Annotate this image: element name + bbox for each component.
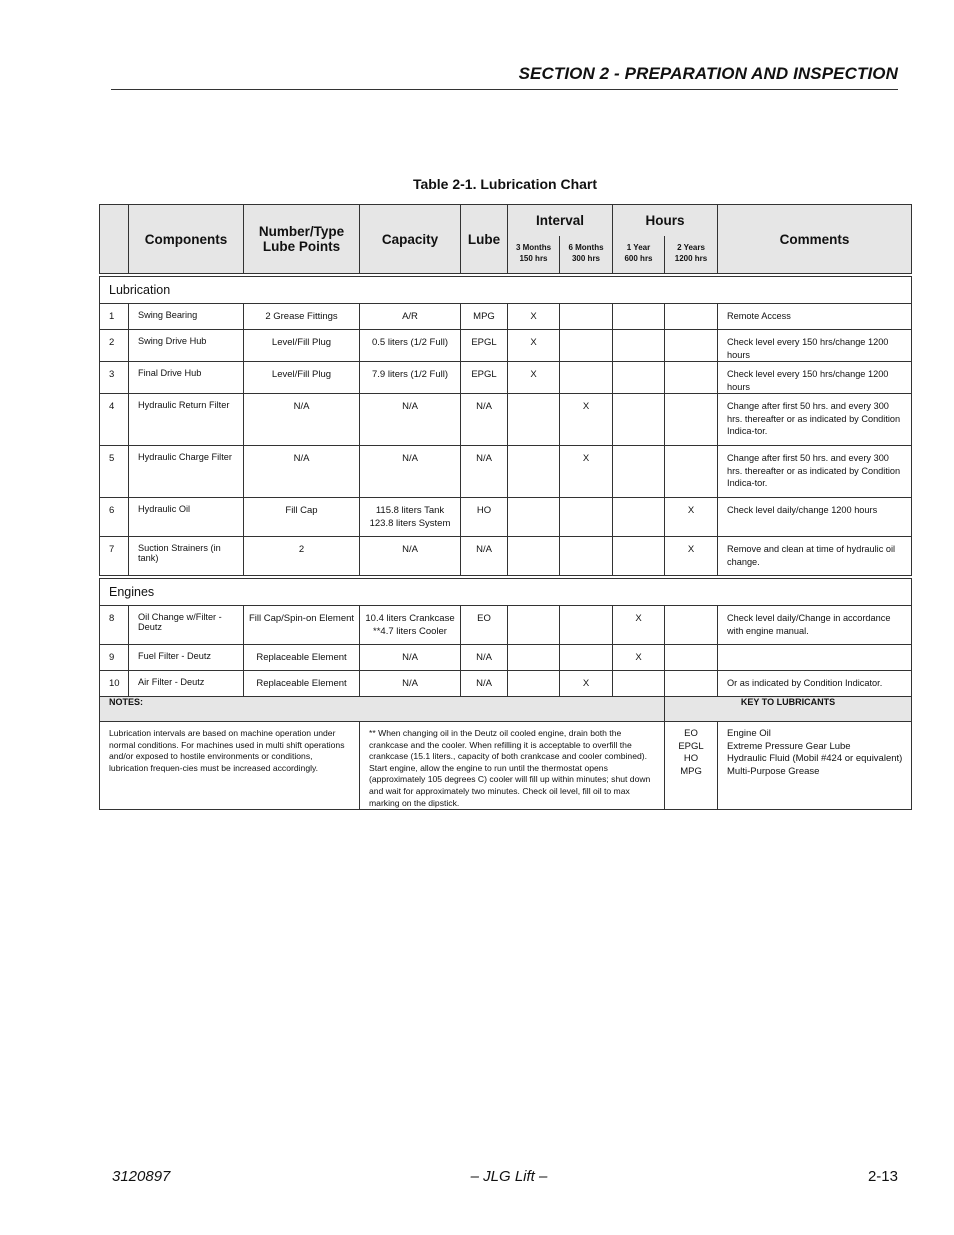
header-lube: Lube bbox=[461, 205, 508, 274]
interval-mark-1: X bbox=[508, 362, 560, 394]
notes-label: NOTES: bbox=[100, 697, 665, 722]
header-rule bbox=[111, 89, 898, 90]
capacity-cell bbox=[360, 446, 461, 498]
table-row bbox=[100, 537, 912, 576]
component-name: Final Drive Hub bbox=[129, 362, 244, 394]
component-name: Swing Drive Hub bbox=[129, 330, 244, 362]
interval-mark-4 bbox=[665, 606, 718, 645]
capacity-cell bbox=[360, 304, 461, 330]
lube-points: Fill Cap/Spin-on Element bbox=[244, 606, 360, 645]
interval-mark-1: X bbox=[508, 330, 560, 362]
interval-header-2 bbox=[560, 236, 613, 274]
header-number bbox=[100, 205, 129, 274]
capacity-cell bbox=[360, 498, 461, 537]
table-row bbox=[100, 394, 912, 446]
table-row bbox=[100, 645, 912, 671]
capacity-cell bbox=[360, 606, 461, 645]
header-lube-points: Number/Type Lube Points bbox=[244, 205, 360, 274]
lube-type: EPGL bbox=[461, 330, 508, 362]
lube-type: MPG bbox=[461, 304, 508, 330]
comment: Remove and clean at time of hydraulic oil change. bbox=[718, 537, 912, 576]
comment: Remote Access bbox=[718, 304, 912, 330]
capacity-line1: 10.4 liters Crankcase bbox=[365, 613, 455, 624]
row-number: 5 bbox=[100, 446, 129, 498]
row-number: 4 bbox=[100, 394, 129, 446]
capacity-line1: 0.5 liters (1/2 Full) bbox=[371, 337, 449, 348]
lube-type: N/A bbox=[461, 537, 508, 576]
section-row bbox=[100, 579, 912, 606]
interval-mark-1: X bbox=[508, 304, 560, 330]
lubricant-abbr: EPGL bbox=[678, 740, 704, 752]
lube-points: Level/Fill Plug bbox=[244, 362, 360, 394]
interval-mark-1 bbox=[508, 671, 560, 697]
header-hours: Hours bbox=[613, 205, 718, 236]
page-number: 2-13 bbox=[867, 1168, 898, 1185]
interval-mark-4 bbox=[665, 362, 718, 394]
interval-mark-4 bbox=[665, 671, 718, 697]
interval-mark-4 bbox=[665, 304, 718, 330]
lubrication-chart-table bbox=[99, 204, 912, 810]
component-name: Hydraulic Return Filter bbox=[129, 394, 244, 446]
interval-mark-1 bbox=[508, 537, 560, 576]
row-number: 2 bbox=[100, 330, 129, 362]
interval-header-4 bbox=[665, 236, 718, 274]
interval-mark-1 bbox=[508, 606, 560, 645]
comment: Check level every 150 hrs/change 1200 hours bbox=[718, 362, 912, 394]
table-row bbox=[100, 606, 912, 645]
comment: Or as indicated by Condition Indicator. bbox=[718, 671, 912, 697]
row-number: 1 bbox=[100, 304, 129, 330]
comment bbox=[718, 645, 912, 671]
capacity-cell bbox=[360, 645, 461, 671]
table-row bbox=[100, 446, 912, 498]
interval-mark-3: X bbox=[613, 606, 665, 645]
interval-line2: 1200 hrs bbox=[674, 253, 708, 263]
interval-mark-2 bbox=[560, 498, 613, 537]
comment: Check level every 150 hrs/change 1200 hours bbox=[718, 330, 912, 362]
row-number: 3 bbox=[100, 362, 129, 394]
comment: Check level daily/change 1200 hours bbox=[718, 498, 912, 537]
comment: Change after first 50 hrs. and every 300 hrs. thereafter or as indicated by Condition Indica-tor. bbox=[718, 446, 912, 498]
interval-header-1 bbox=[508, 236, 560, 274]
lube-points: Level/Fill Plug bbox=[244, 330, 360, 362]
interval-mark-3 bbox=[613, 304, 665, 330]
interval-mark-2 bbox=[560, 645, 613, 671]
lubricant-abbr: MPG bbox=[680, 765, 702, 777]
interval-mark-2: X bbox=[560, 394, 613, 446]
capacity-line2: **4.7 liters Cooler bbox=[373, 625, 447, 637]
interval-mark-4 bbox=[665, 446, 718, 498]
interval-header-3 bbox=[613, 236, 665, 274]
interval-mark-4 bbox=[665, 330, 718, 362]
lube-points: Fill Cap bbox=[244, 498, 360, 537]
capacity-cell bbox=[360, 362, 461, 394]
table-row bbox=[100, 304, 912, 330]
interval-mark-3 bbox=[613, 537, 665, 576]
interval-mark-4 bbox=[665, 394, 718, 446]
note-intervals: Lubrication intervals are based on machine operation under normal conditions. For machines used in multi shift operations and/or exposed to hostile environments or conditions, lubrication frequen-cies must be increased accordingly. bbox=[100, 722, 360, 810]
footer-publisher: – JLG Lift – bbox=[470, 1168, 548, 1185]
interval-mark-1 bbox=[508, 498, 560, 537]
capacity-line1: 115.8 liters Tank bbox=[375, 505, 445, 516]
lube-points: 2 Grease Fittings bbox=[244, 304, 360, 330]
lube-type: N/A bbox=[461, 394, 508, 446]
interval-line1: 3 Months bbox=[515, 242, 552, 252]
capacity-cell bbox=[360, 671, 461, 697]
capacity-cell bbox=[360, 330, 461, 362]
interval-mark-3: X bbox=[613, 645, 665, 671]
interval-line2: 600 hrs bbox=[624, 253, 653, 263]
notes-body-row bbox=[100, 722, 912, 810]
capacity-line1: A/R bbox=[402, 311, 418, 322]
interval-mark-2 bbox=[560, 330, 613, 362]
interval-mark-3 bbox=[613, 446, 665, 498]
interval-mark-2 bbox=[560, 362, 613, 394]
lube-type: N/A bbox=[461, 645, 508, 671]
capacity-cell bbox=[360, 394, 461, 446]
component-name: Hydraulic Oil bbox=[129, 498, 244, 537]
interval-mark-3 bbox=[613, 498, 665, 537]
component-name: Swing Bearing bbox=[129, 304, 244, 330]
interval-mark-3 bbox=[613, 330, 665, 362]
header-capacity: Capacity bbox=[360, 205, 461, 274]
lube-points: Replaceable Element bbox=[244, 671, 360, 697]
interval-mark-2: X bbox=[560, 446, 613, 498]
interval-mark-3 bbox=[613, 362, 665, 394]
capacity-line1: N/A bbox=[402, 678, 418, 689]
lubricant-desc: Multi-Purpose Grease bbox=[727, 765, 820, 777]
header-interval: Interval bbox=[508, 205, 613, 236]
interval-mark-1 bbox=[508, 394, 560, 446]
capacity-cell bbox=[360, 537, 461, 576]
lubricant-abbr: HO bbox=[683, 753, 699, 764]
lubricant-abbreviations bbox=[665, 722, 718, 810]
document-number: 3120897 bbox=[112, 1168, 171, 1185]
section-row bbox=[100, 277, 912, 304]
capacity-line1: 7.9 liters (1/2 Full) bbox=[371, 369, 449, 380]
lubricant-desc: Engine Oil bbox=[727, 728, 771, 739]
interval-line1: 2 Years bbox=[677, 242, 705, 252]
component-name: Hydraulic Charge Filter bbox=[129, 446, 244, 498]
component-name: Oil Change w/Filter - Deutz bbox=[129, 606, 244, 645]
table-row bbox=[100, 362, 912, 394]
row-number: 8 bbox=[100, 606, 129, 645]
lube-type: HO bbox=[461, 498, 508, 537]
notes-header-row bbox=[100, 697, 912, 722]
lube-type: N/A bbox=[461, 446, 508, 498]
lube-type: EO bbox=[461, 606, 508, 645]
interval-mark-3 bbox=[613, 671, 665, 697]
lube-points: N/A bbox=[244, 394, 360, 446]
lube-points: N/A bbox=[244, 446, 360, 498]
header-comments: Comments bbox=[718, 205, 912, 274]
interval-mark-1 bbox=[508, 645, 560, 671]
note-deutz-oil: ** When changing oil in the Deutz oil cooled engine, drain both the crankcase and the cooler. When refilling it is acceptable to overfill the crankcase (15.1 liters., capacity of both crankcase and cooler combined). Start engine, allow the engine to run until the thermostat opens (approximately 105 degrees C) cooler will fill up within minutes; shut down and wait for approximately two minutes. Check oil level, fill oil to max marking on the dipstick. bbox=[360, 722, 665, 810]
interval-line2: 150 hrs bbox=[519, 253, 548, 263]
row-number: 9 bbox=[100, 645, 129, 671]
capacity-line2: 123.8 liters System bbox=[369, 517, 451, 529]
interval-mark-4: X bbox=[665, 498, 718, 537]
component-name: Suction Strainers (in tank) bbox=[129, 537, 244, 576]
comment: Change after first 50 hrs. and every 300 hrs. thereafter or as indicated by Condition Indica-tor. bbox=[718, 394, 912, 446]
interval-mark-2 bbox=[560, 606, 613, 645]
section-heading: Engines bbox=[100, 579, 912, 606]
capacity-line1: N/A bbox=[402, 401, 418, 412]
interval-line2: 300 hrs bbox=[571, 253, 601, 263]
interval-mark-2 bbox=[560, 537, 613, 576]
lube-type: EPGL bbox=[461, 362, 508, 394]
component-name: Air Filter - Deutz bbox=[129, 671, 244, 697]
interval-mark-3 bbox=[613, 394, 665, 446]
lubricant-desc: Extreme Pressure Gear Lube bbox=[727, 740, 851, 752]
lube-type: N/A bbox=[461, 671, 508, 697]
section-heading: Lubrication bbox=[100, 277, 912, 304]
section-title: SECTION 2 - PREPARATION AND INSPECTION bbox=[518, 64, 898, 83]
interval-mark-4 bbox=[665, 645, 718, 671]
interval-mark-1 bbox=[508, 446, 560, 498]
lubricant-abbr: EO bbox=[684, 728, 698, 739]
capacity-line1: N/A bbox=[402, 544, 418, 555]
interval-mark-2 bbox=[560, 304, 613, 330]
comment: Check level daily/Change in accordance with engine manual. bbox=[718, 606, 912, 645]
interval-line1: 1 Year bbox=[626, 242, 651, 252]
row-number: 10 bbox=[100, 671, 129, 697]
lubricant-desc: Hydraulic Fluid (Mobil #424 or equivalent) bbox=[727, 753, 903, 764]
capacity-line1: N/A bbox=[402, 652, 418, 663]
key-to-lubricants-label: KEY TO LUBRICANTS bbox=[665, 697, 912, 722]
table-row bbox=[100, 498, 912, 537]
row-number: 6 bbox=[100, 498, 129, 537]
interval-line1: 6 Months bbox=[568, 242, 604, 252]
row-number: 7 bbox=[100, 537, 129, 576]
table-caption: Table 2-1. Lubrication Chart bbox=[412, 176, 598, 192]
lube-points: 2 bbox=[244, 537, 360, 576]
interval-mark-4: X bbox=[665, 537, 718, 576]
lubricant-descriptions bbox=[718, 722, 912, 810]
component-name: Fuel Filter - Deutz bbox=[129, 645, 244, 671]
interval-mark-2: X bbox=[560, 671, 613, 697]
table-row bbox=[100, 330, 912, 362]
capacity-line1: N/A bbox=[402, 453, 418, 464]
header-components: Components bbox=[129, 205, 244, 274]
table-row bbox=[100, 671, 912, 697]
lube-points: Replaceable Element bbox=[244, 645, 360, 671]
